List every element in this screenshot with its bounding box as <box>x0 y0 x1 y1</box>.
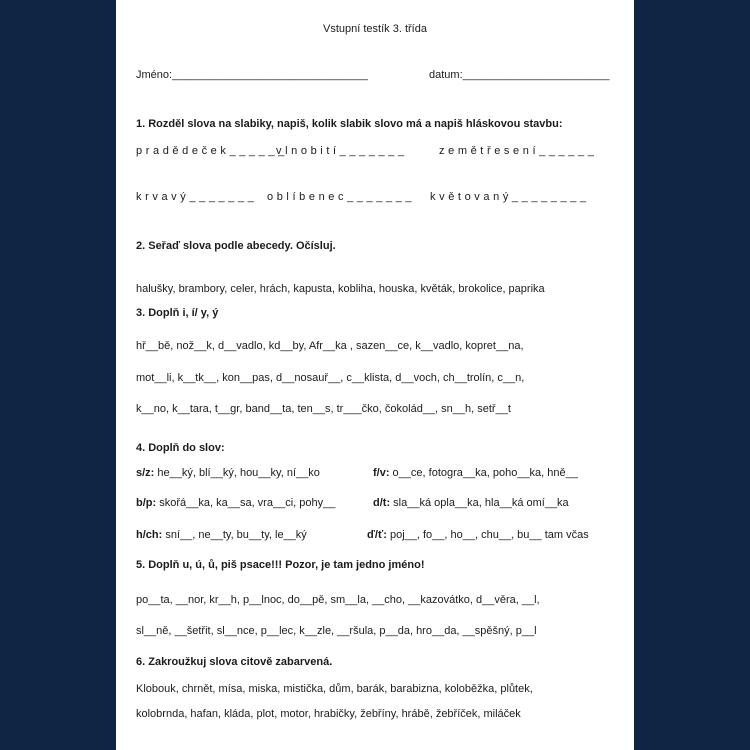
task4-left-label: h/ch: <box>136 529 163 541</box>
worksheet-page <box>116 0 634 750</box>
task4-left-item <box>136 467 320 479</box>
task4-right-item <box>373 467 578 479</box>
task1-word: květovaný________ <box>430 191 590 203</box>
date-field: datum:________________________ <box>429 69 610 81</box>
task4-heading: 4. Doplň do slov: <box>136 442 225 454</box>
task6-heading: 6. Zakroužkuj slova citově zabarvená. <box>136 656 333 668</box>
task4-right-label: f/v: <box>373 467 390 479</box>
task3-line: mot__li, k__tk__, kon__pas, d__nosauř__, c__klista, d__voch, ch__trolín, c__n, <box>136 372 525 384</box>
task4-right-label: ď/ť: <box>367 529 387 541</box>
task1-word: vlnobití_______ <box>276 145 408 157</box>
task4-right-item <box>373 497 569 509</box>
task4-left-text: skořá__ka, ka__sa, vra__ci, pohy__ <box>156 497 336 509</box>
task4-left-item <box>136 497 335 509</box>
task4-right-text: o__ce, fotogra__ka, poho__ka, hně__ <box>389 467 578 479</box>
task4-left-label: b/p: <box>136 497 157 509</box>
task4-right-text: sla__ká opla__ka, hla__ká omí__ka <box>390 497 569 509</box>
task2-words: halušky, brambory, celer, hrách, kapusta, kobliha, houska, květák, brokolice, paprika <box>136 283 545 295</box>
task5-line: sl__ně, __šetřit, sl__nce, p__lec, k__zle, __ršula, p__da, hro__da, __spěšný, p__l <box>136 625 537 637</box>
task4-left-label: s/z: <box>136 467 155 479</box>
task3-line: hř__bě, nož__k, d__vadlo, kd__by, Afr__ka , sazen__ce, k__vadlo, kopret__na, <box>136 340 524 352</box>
task1-word: oblíbenec_______ <box>267 191 416 203</box>
task6-line: Klobouk, chrnět, mísa, miska, mistička, dům, barák, barabizna, koloběžka, plůtek, <box>136 683 533 695</box>
task5-line: po__ta, __nor, kr__h, p__lnoc, do__pě, sm__la, __cho, __kazovátko, d__věra, __l, <box>136 594 540 606</box>
task5-heading: 5. Doplň u, ú, ů, piš psace!!! Pozor, je tam jedno jméno! <box>136 559 425 571</box>
page-title: Vstupní testík 3. třída <box>323 23 427 35</box>
task1-word: zemětřesení______ <box>439 145 598 157</box>
name-field: Jméno:________________________________ <box>136 69 368 81</box>
task4-left-item <box>136 529 307 541</box>
task4-left-text: sní__, ne__ty, bu__ty, le__ký <box>162 529 307 541</box>
task2-heading: 2. Seřaď slova podle abecedy. Očísluj. <box>136 240 336 252</box>
task4-right-label: d/t: <box>373 497 391 509</box>
task4-left-text: he__ký, blí__ký, hou__ky, ní__ko <box>154 467 320 479</box>
task3-line: k__no, k__tara, t__gr, band__ta, ten__s, tr___čko, čokolád__, sn__h, setř__t <box>136 403 511 415</box>
task1-word: krvavý_______ <box>136 191 258 203</box>
task1-heading: 1. Rozděl slova na slabiky, napiš, kolik slabik slovo má a napiš hláskovou stavbu: <box>136 118 563 130</box>
task1-word: pradědeček______ <box>136 145 288 157</box>
task4-right-text: poj__, fo__, ho__, chu__, bu__ tam včas <box>386 529 589 541</box>
task6-line: kolobrnda, hafan, kláda, plot, motor, hrabičky, žebříny, hrábě, žebříček, miláček <box>136 708 521 720</box>
task4-right-item <box>367 529 589 541</box>
task3-heading: 3. Doplň i, í/ y, ý <box>136 307 219 319</box>
